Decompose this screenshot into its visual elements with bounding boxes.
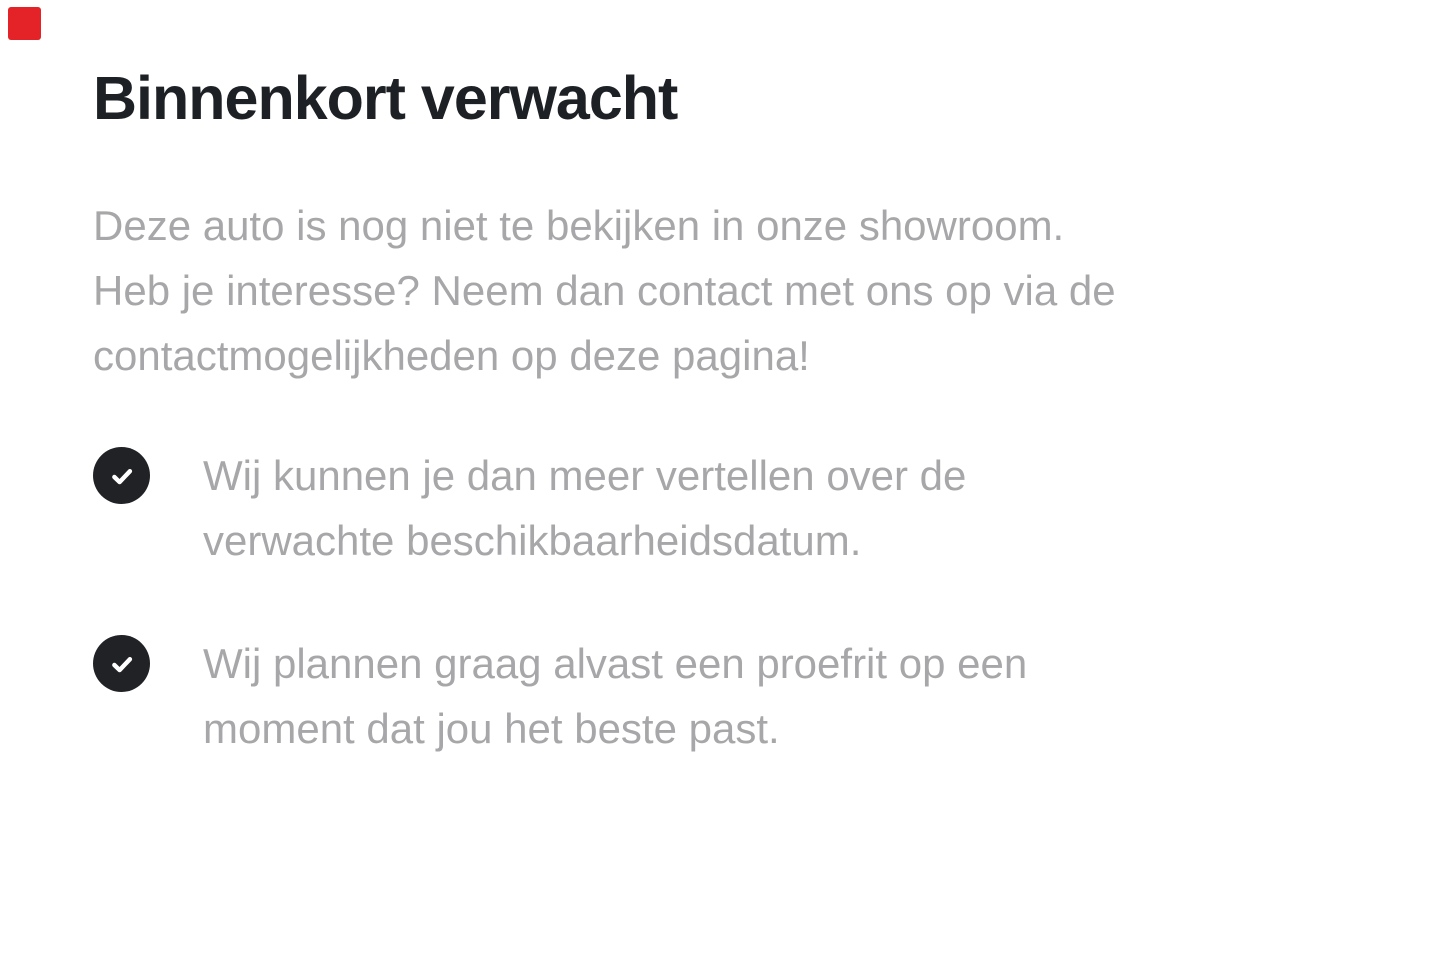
intro-line-1: Deze auto is nog niet te bekijken in onze showroom.: [93, 202, 1065, 250]
intro-line-2: Heb je interesse? Neem dan contact met ons op via de: [93, 267, 1116, 315]
bullet-line: Wij kunnen je dan meer vertellen over de: [203, 452, 967, 500]
bullet-line: verwachte beschikbaarheidsdatum.: [203, 517, 862, 565]
red-square-marker: [8, 7, 41, 40]
list-item: [93, 443, 1350, 573]
check-circle-icon: [93, 447, 150, 504]
bullet-text: [203, 631, 1027, 761]
bullet-text: [203, 443, 966, 573]
bullet-line: Wij plannen graag alvast een proefrit op een: [203, 640, 1028, 688]
list-item: [93, 631, 1350, 761]
check-circle-icon: [93, 635, 150, 692]
intro-paragraph: [93, 193, 1350, 388]
intro-line-3: contactmogelijkheden op deze pagina!: [93, 332, 810, 380]
bullet-line: moment dat jou het beste past.: [203, 705, 780, 753]
page-title: Binnenkort verwacht: [93, 64, 678, 132]
benefits-list: [93, 443, 1350, 761]
